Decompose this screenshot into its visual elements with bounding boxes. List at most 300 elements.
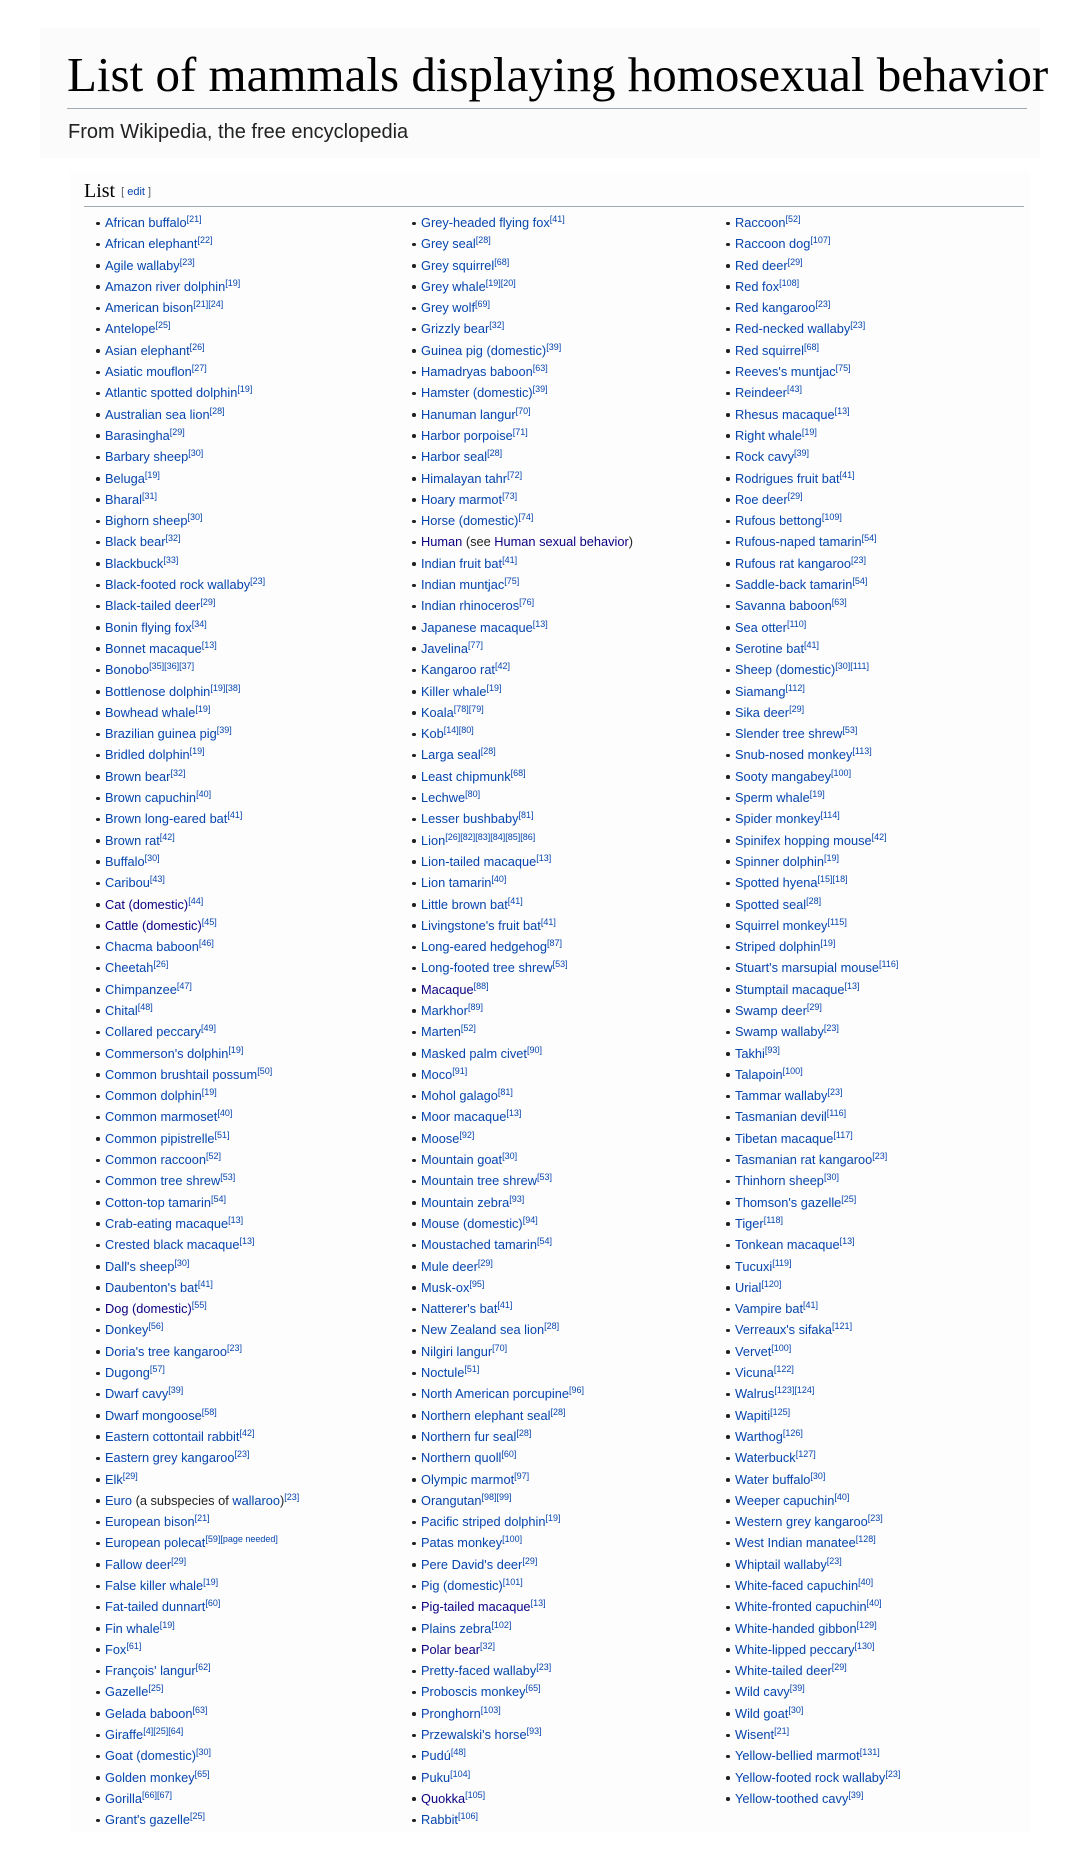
citation-link[interactable]: [23] <box>815 299 831 310</box>
mammal-link[interactable]: Caribou <box>105 875 150 891</box>
citation-link[interactable]: [19] <box>201 1087 217 1098</box>
mammal-link[interactable]: Vervet <box>735 1343 772 1359</box>
citation-link[interactable]: [41] <box>839 469 855 480</box>
citation-link[interactable]: [26] <box>189 341 205 352</box>
mammal-link[interactable]: Guinea pig (domestic) <box>421 342 547 358</box>
citation-link[interactable]: [25] <box>148 1683 164 1694</box>
mammal-link[interactable]: Chimpanzee <box>105 981 177 997</box>
mammal-link[interactable]: Asian elephant <box>105 342 190 358</box>
mammal-link[interactable]: Stuart's marsupial mouse <box>735 960 879 976</box>
mammal-link[interactable]: White-faced capuchin <box>735 1578 859 1593</box>
mammal-link[interactable]: Indian fruit bat <box>421 555 503 571</box>
mammal-link[interactable]: Dwarf mongoose <box>105 1407 202 1423</box>
citation-link[interactable]: [13] <box>530 1598 546 1609</box>
mammal-link[interactable]: Plains zebra <box>421 1620 492 1636</box>
citation-link[interactable]: [53] <box>552 959 568 970</box>
citation-link[interactable]: [34] <box>191 618 207 629</box>
citation-link[interactable]: [29] <box>787 256 803 267</box>
mammal-link[interactable]: Hamster (domestic) <box>421 385 533 401</box>
citation-link[interactable]: [19] <box>823 852 839 863</box>
citation-link[interactable]: [116] <box>878 959 899 970</box>
citation-link[interactable]: [120] <box>761 1278 782 1289</box>
mammal-link[interactable]: Savanna baboon <box>735 598 832 614</box>
citation-link[interactable]: [70] <box>515 405 531 416</box>
mammal-link[interactable]: Brazilian guinea pig <box>105 726 217 742</box>
mammal-link[interactable]: Lion-tailed macaque <box>421 853 537 869</box>
citation-link[interactable]: [54] <box>861 533 877 544</box>
mammal-link[interactable]: Rock cavy <box>735 449 795 465</box>
citation-link[interactable]: [25] <box>189 1811 205 1822</box>
citation-link[interactable]: [47] <box>176 980 192 991</box>
citation-link[interactable]: [19] <box>203 1577 219 1587</box>
mammal-link[interactable]: Grey seal <box>421 236 476 252</box>
mammal-link[interactable]: Tasmanian rat kangaroo <box>735 1152 873 1168</box>
mammal-link[interactable]: Collared peccary <box>105 1024 202 1040</box>
mammal-link[interactable]: Atlantic spotted dolphin <box>105 385 238 401</box>
citation-link[interactable]: [19] <box>195 703 211 714</box>
citation-link[interactable]: [93] <box>509 1193 525 1204</box>
mammal-link[interactable]: Hamadryas baboon <box>421 364 533 380</box>
mammal-link[interactable]: Proboscis monkey <box>421 1684 526 1700</box>
mammal-link[interactable]: Common tree shrew <box>105 1173 221 1189</box>
mammal-link[interactable]: Cat (domestic) <box>105 896 189 912</box>
mammal-link[interactable]: Gorilla <box>105 1790 142 1806</box>
citation-link[interactable]: [23] <box>284 1491 300 1502</box>
mammal-link[interactable]: Commerson's dolphin <box>105 1045 229 1061</box>
citation-link[interactable]: [81] <box>518 810 534 821</box>
citation-link[interactable]: [23] <box>827 1087 843 1098</box>
mammal-link[interactable]: White-handed gibbon <box>735 1620 857 1636</box>
mammal-link[interactable]: Orangutan <box>421 1492 482 1508</box>
citation-link[interactable]: [40] <box>858 1577 874 1587</box>
citation-link[interactable]: [54] <box>536 1236 552 1247</box>
mammal-link[interactable]: Little brown bat <box>421 896 508 912</box>
mammal-link[interactable]: Polar bear <box>421 1641 481 1657</box>
citation-link[interactable]: [23] <box>872 1151 888 1162</box>
mammal-link[interactable]: Dog (domestic) <box>105 1301 192 1317</box>
mammal-link[interactable]: Bonobo <box>105 662 150 678</box>
citation-link[interactable]: [19] <box>820 938 836 949</box>
citation-link[interactable]: [19] <box>144 469 160 480</box>
citation-link[interactable]: [66][67] <box>141 1789 173 1800</box>
mammal-link[interactable]: Thomson's gazelle <box>735 1194 842 1210</box>
mammal-link[interactable]: Common marmoset <box>105 1109 218 1125</box>
mammal-link[interactable]: Squirrel monkey <box>735 917 828 933</box>
mammal-link[interactable]: Spider monkey <box>735 811 821 827</box>
mammal-link[interactable]: Hoary marmot <box>421 491 503 507</box>
mammal-link[interactable]: Indian rhinoceros <box>421 598 520 614</box>
citation-link[interactable]: [40] <box>491 874 507 885</box>
citation-link[interactable]: [92] <box>459 1129 475 1140</box>
mammal-link[interactable]: Grey wolf <box>421 300 476 316</box>
citation-link[interactable]: [41] <box>502 554 518 565</box>
citation-link[interactable]: [51] <box>214 1129 230 1140</box>
citation-link[interactable]: [42] <box>239 1427 255 1438</box>
citation-link[interactable]: [75] <box>835 363 851 374</box>
mammal-link[interactable]: Brown capuchin <box>105 790 197 806</box>
mammal-link[interactable]: European bison <box>105 1514 195 1530</box>
citation-link[interactable]: [32] <box>170 767 186 778</box>
mammal-link[interactable]: Fox <box>105 1641 127 1657</box>
mammal-link[interactable]: Mohol galago <box>421 1088 498 1104</box>
citation-link[interactable]: [40] <box>217 1108 233 1119</box>
citation-link[interactable]: [39] <box>532 384 548 395</box>
mammal-link[interactable]: Chital <box>105 1002 138 1018</box>
citation-link[interactable]: [45] <box>201 916 217 927</box>
mammal-link[interactable]: Lion tamarin <box>421 875 492 891</box>
mammal-link[interactable]: Red squirrel <box>735 342 804 358</box>
citation-link[interactable]: [91] <box>452 1065 468 1076</box>
citation-link[interactable]: [28] <box>550 1406 566 1417</box>
mammal-link[interactable]: Tasmanian devil <box>735 1109 827 1125</box>
citation-link[interactable]: [100] <box>831 767 852 778</box>
citation-link[interactable]: [61] <box>126 1640 142 1651</box>
citation-link[interactable]: [23] <box>250 576 266 587</box>
mammal-link[interactable]: Tucuxi <box>735 1258 773 1274</box>
citation-link[interactable]: [23] <box>234 1449 250 1460</box>
citation-link[interactable]: [71] <box>512 426 528 437</box>
citation-link[interactable]: [29] <box>522 1555 538 1566</box>
mammal-link[interactable]: Killer whale <box>421 683 487 699</box>
mammal-link[interactable]: False killer whale <box>105 1578 204 1593</box>
citation-link[interactable]: [13] <box>839 1236 855 1247</box>
mammal-link[interactable]: Rufous-naped tamarin <box>735 534 862 550</box>
citation-link[interactable]: [53] <box>842 725 858 736</box>
mammal-link[interactable]: Black-tailed deer <box>105 598 201 614</box>
mammal-link[interactable]: Wild goat <box>735 1705 789 1721</box>
citation-link[interactable]: [65] <box>194 1768 210 1779</box>
mammal-link[interactable]: Red-necked wallaby <box>735 321 851 337</box>
mammal-link[interactable]: Japanese macaque <box>421 619 533 635</box>
citation-link[interactable]: [109] <box>821 512 842 523</box>
mammal-link[interactable]: Javelina <box>421 640 468 656</box>
citation-link[interactable]: [53] <box>220 1172 236 1183</box>
mammal-link[interactable]: Yellow-bellied marmot <box>735 1748 860 1764</box>
citation-link[interactable]: [131] <box>859 1747 880 1758</box>
citation-link[interactable]: [23] <box>867 1513 883 1524</box>
citation-link[interactable]: [13] <box>239 1236 255 1247</box>
mammal-link[interactable]: Grey-headed flying fox <box>421 215 550 230</box>
mammal-link[interactable]: Gelada baboon <box>105 1705 193 1721</box>
mammal-link[interactable]: Larga seal <box>421 747 481 763</box>
mammal-link[interactable]: Goat (domestic) <box>105 1748 197 1764</box>
citation-link[interactable]: [28] <box>475 235 491 246</box>
mammal-link[interactable]: Lion <box>421 832 446 848</box>
citation-link[interactable]: [100] <box>771 1342 792 1353</box>
mammal-link[interactable]: Tiger <box>735 1215 764 1231</box>
mammal-link[interactable]: Eastern cottontail rabbit <box>105 1428 240 1444</box>
mammal-link[interactable]: Northern quoll <box>421 1450 502 1466</box>
mammal-link[interactable]: Cheetah <box>105 960 154 976</box>
mammal-link[interactable]: Pig (domestic) <box>421 1578 503 1593</box>
mammal-link[interactable]: Livingstone's fruit bat <box>421 917 541 933</box>
citation-link[interactable]: [30] <box>788 1704 804 1715</box>
mammal-link[interactable]: Common pipistrelle <box>105 1130 215 1146</box>
mammal-link[interactable]: Natterer's bat <box>421 1301 498 1317</box>
citation-link[interactable]: [113] <box>852 746 872 757</box>
citation-link[interactable]: [30][111] <box>835 661 869 672</box>
citation-link[interactable]: [108] <box>779 277 800 288</box>
mammal-link[interactable]: Bonin flying fox <box>105 619 192 635</box>
citation-link[interactable]: [4][25][64] <box>143 1726 184 1737</box>
citation-link[interactable]: [19] <box>809 789 825 800</box>
citation-link[interactable]: [39] <box>789 1683 805 1694</box>
mammal-link[interactable]: Raccoon <box>735 215 786 230</box>
citation-link[interactable]: [43] <box>786 384 802 395</box>
citation-link[interactable]: [98][99] <box>481 1491 512 1502</box>
citation-link[interactable]: [29] <box>789 703 805 714</box>
mammal-link[interactable]: White-fronted capuchin <box>735 1599 867 1615</box>
citation-link[interactable]: [77] <box>467 639 483 650</box>
mammal-link[interactable]: Wild cavy <box>735 1684 790 1700</box>
mammal-link[interactable]: Black bear <box>105 534 166 550</box>
citation-link[interactable]: [26] <box>153 959 169 970</box>
mammal-link[interactable]: Chacma baboon <box>105 939 199 955</box>
mammal-link[interactable]: Grey whale <box>421 278 486 294</box>
mammal-link[interactable]: Olympic marmot <box>421 1471 515 1487</box>
mammal-link[interactable]: New Zealand sea lion <box>421 1322 545 1338</box>
citation-link[interactable]: [128] <box>855 1534 876 1545</box>
mammal-link[interactable]: Grey squirrel <box>421 257 495 273</box>
mammal-link[interactable]: Snub-nosed monkey <box>735 747 853 763</box>
mammal-link[interactable]: Grant's gazelle <box>105 1812 190 1828</box>
citation-link[interactable]: [42] <box>871 831 887 842</box>
mammal-link[interactable]: Striped dolphin <box>735 939 821 955</box>
citation-link[interactable]: [114] <box>820 810 840 821</box>
citation-link[interactable]: [30] <box>502 1151 518 1162</box>
citation-link[interactable]: [19] <box>237 384 253 395</box>
citation-link[interactable]: [28] <box>487 448 503 459</box>
mammal-link[interactable]: Spotted seal <box>735 896 807 912</box>
citation-link[interactable]: [41] <box>540 916 556 927</box>
edit-label[interactable]: edit <box>127 186 145 198</box>
mammal-link[interactable]: Tonkean macaque <box>735 1237 840 1253</box>
mammal-link[interactable]: Human <box>421 534 463 550</box>
citation-link[interactable]: [39] <box>546 341 562 352</box>
citation-link[interactable]: [29] <box>171 1555 187 1566</box>
citation-link[interactable]: [127] <box>795 1449 816 1460</box>
citation-link[interactable]: [30] <box>174 1257 190 1268</box>
citation-link[interactable]: [32] <box>165 533 181 544</box>
citation-link[interactable]: [107] <box>810 235 831 246</box>
citation-link[interactable]: [55] <box>191 1300 207 1311</box>
citation-link[interactable]: [39] <box>848 1789 864 1800</box>
mammal-link[interactable]: Moor macaque <box>421 1109 507 1125</box>
mammal-link[interactable]: Moose <box>421 1130 460 1146</box>
mammal-link[interactable]: Bottlenose dolphin <box>105 683 211 699</box>
citation-link[interactable]: [40] <box>834 1491 850 1502</box>
citation-link[interactable]: [125] <box>770 1406 791 1417</box>
citation-link[interactable]: [93] <box>526 1726 542 1737</box>
mammal-link[interactable]: Doria's tree kangaroo <box>105 1343 227 1359</box>
mammal-link[interactable]: Rabbit <box>421 1812 458 1828</box>
citation-link[interactable]: [102] <box>491 1619 512 1630</box>
citation-link[interactable]: [101] <box>502 1577 523 1587</box>
mammal-link[interactable]: Stumptail macaque <box>735 981 845 997</box>
mammal-link[interactable]: Bonnet macaque <box>105 640 202 656</box>
citation-link[interactable]: [13] <box>834 405 850 416</box>
mammal-link[interactable]: Asiatic mouflon <box>105 364 192 380</box>
citation-link[interactable]: [27] <box>191 363 207 374</box>
mammal-link[interactable]: North American porcupine <box>421 1386 569 1402</box>
citation-link[interactable]: [51] <box>464 1364 480 1375</box>
mammal-link[interactable]: Bowhead whale <box>105 704 196 720</box>
mammal-link[interactable]: Koala <box>421 704 454 720</box>
citation-link[interactable]: [106] <box>458 1811 479 1822</box>
mammal-link[interactable]: Rufous bettong <box>735 513 822 529</box>
mammal-link[interactable]: Markhor <box>421 1002 468 1018</box>
citation-link[interactable]: [29] <box>787 490 803 501</box>
mammal-link[interactable]: Mountain goat <box>421 1152 503 1168</box>
mammal-link[interactable]: Brown long-eared bat <box>105 811 228 827</box>
citation-link[interactable]: [59][page needed] <box>205 1534 278 1545</box>
citation-link[interactable]: [126] <box>782 1427 803 1438</box>
mammal-link[interactable]: Euro <box>105 1492 133 1508</box>
citation-link[interactable]: [21] <box>186 214 202 224</box>
citation-link[interactable]: [30] <box>144 852 160 863</box>
citation-link[interactable]: [72] <box>507 469 523 480</box>
citation-link[interactable]: [90] <box>526 1044 542 1055</box>
citation-link[interactable]: [28] <box>480 746 496 757</box>
citation-link[interactable]: [75] <box>504 576 520 587</box>
mammal-link[interactable]: Amazon river dolphin <box>105 278 226 294</box>
citation-link[interactable]: [54] <box>852 576 868 587</box>
mammal-link[interactable]: Cattle (domestic) <box>105 917 202 933</box>
mammal-link[interactable]: Masked palm civet <box>421 1045 527 1061</box>
mammal-link[interactable]: Rhesus macaque <box>735 406 835 422</box>
citation-link[interactable]: [30] <box>187 512 203 523</box>
citation-link[interactable]: [13] <box>844 980 860 991</box>
mammal-link[interactable]: Antelope <box>105 321 156 337</box>
mammal-link[interactable]: Eastern grey kangaroo <box>105 1450 235 1466</box>
mammal-link[interactable]: Quokka <box>421 1790 466 1806</box>
citation-link[interactable]: [46] <box>198 938 214 949</box>
mammal-link[interactable]: Pretty-faced wallaby <box>421 1663 537 1679</box>
citation-link[interactable]: [73] <box>502 490 518 501</box>
citation-link[interactable]: [41] <box>197 1278 213 1289</box>
citation-link[interactable]: [19] <box>545 1513 561 1524</box>
mammal-link[interactable]: Talapoin <box>735 1066 783 1082</box>
citation-link[interactable]: [57] <box>149 1364 165 1375</box>
citation-link[interactable]: [21][24] <box>193 299 224 310</box>
citation-link[interactable]: [68] <box>494 256 510 267</box>
citation-link[interactable]: [95] <box>469 1278 485 1289</box>
mammal-link[interactable]: Bridled dolphin <box>105 747 190 763</box>
citation-link[interactable]: [23] <box>885 1768 901 1779</box>
mammal-link[interactable]: Mountain tree shrew <box>421 1173 537 1189</box>
mammal-link[interactable]: Yellow-toothed cavy <box>735 1790 849 1806</box>
mammal-link[interactable]: Rodrigues fruit bat <box>735 470 840 486</box>
citation-link[interactable]: [65] <box>525 1683 541 1694</box>
mammal-link[interactable]: Slender tree shrew <box>735 726 843 742</box>
mammal-link[interactable]: African buffalo <box>105 215 187 230</box>
mammal-link[interactable]: Western grey kangaroo <box>735 1514 868 1530</box>
mammal-link[interactable]: Pudú <box>421 1748 451 1764</box>
mammal-link[interactable]: Red fox <box>735 278 780 294</box>
citation-link[interactable]: [87] <box>546 938 562 949</box>
citation-link[interactable]: [28] <box>209 405 225 416</box>
citation-link[interactable]: [30] <box>810 1470 826 1481</box>
mammal-link[interactable]: Sea otter <box>735 619 787 635</box>
citation-link[interactable]: [56] <box>148 1321 164 1332</box>
citation-link[interactable]: [26][82][83][84][85][86] <box>445 831 536 842</box>
mammal-link[interactable]: Long-footed tree shrew <box>421 960 553 976</box>
mammal-link[interactable]: Pacific striped dolphin <box>421 1514 546 1530</box>
mammal-link[interactable]: Nilgiri langur <box>421 1343 493 1359</box>
mammal-link[interactable]: Brown bear <box>105 768 171 784</box>
citation-link[interactable]: [22] <box>197 235 213 246</box>
citation-link[interactable]: [78][79] <box>453 703 484 714</box>
citation-link[interactable]: [74] <box>518 512 534 523</box>
citation-link[interactable]: [28] <box>544 1321 560 1332</box>
mammal-link[interactable]: Whiptail wallaby <box>735 1556 827 1572</box>
mammal-link[interactable]: Common dolphin <box>105 1088 202 1104</box>
citation-link[interactable]: [29] <box>806 1001 822 1012</box>
citation-link[interactable]: [41] <box>497 1300 513 1311</box>
mammal-link[interactable]: Musk-ox <box>421 1279 470 1295</box>
citation-link[interactable]: [129] <box>856 1619 877 1630</box>
citation-link[interactable]: [110] <box>786 618 807 629</box>
mammal-link[interactable]: Sperm whale <box>735 790 810 806</box>
citation-link[interactable]: [19] <box>189 746 205 757</box>
citation-link[interactable]: [52] <box>460 1023 476 1034</box>
mammal-link[interactable]: Rufous rat kangaroo <box>735 555 851 571</box>
citation-link[interactable]: [93] <box>764 1044 780 1055</box>
mammal-link[interactable]: Przewalski's horse <box>421 1727 527 1743</box>
mammal-link[interactable]: Barbary sheep <box>105 449 189 465</box>
mammal-link[interactable]: Crested black macaque <box>105 1237 240 1253</box>
citation-link[interactable]: [121] <box>832 1321 853 1332</box>
mammal-link[interactable]: Fat-tailed dunnart <box>105 1599 206 1615</box>
mammal-link[interactable]: Lesser bushbaby <box>421 811 519 827</box>
mammal-link[interactable]: François' langur <box>105 1663 196 1679</box>
citation-link[interactable]: [100] <box>782 1065 803 1076</box>
mammal-link[interactable]: Red deer <box>735 257 788 273</box>
citation-link[interactable]: [41] <box>803 1300 819 1311</box>
mammal-link[interactable]: Moustached tamarin <box>421 1237 537 1253</box>
mammal-link[interactable]: Saddle-back tamarin <box>735 577 853 593</box>
citation-link[interactable]: [60] <box>501 1449 517 1460</box>
citation-link[interactable]: [63] <box>192 1704 208 1715</box>
mammal-link[interactable]: Pronghorn <box>421 1705 481 1721</box>
mammal-link[interactable]: Siamang <box>735 683 786 699</box>
mammal-link[interactable]: Spotted hyena <box>735 875 818 891</box>
citation-link[interactable]: [35][36][37] <box>149 661 195 672</box>
citation-link[interactable]: [23] <box>179 256 195 267</box>
citation-link[interactable]: [31] <box>142 490 158 501</box>
citation-link[interactable]: [53] <box>536 1172 552 1183</box>
mammal-link[interactable]: Spinifex hopping mouse <box>735 832 872 848</box>
mammal-link[interactable]: Long-eared hedgehog <box>421 939 547 955</box>
mammal-link[interactable]: Northern fur seal <box>421 1428 517 1444</box>
mammal-link[interactable]: Sika deer <box>735 704 790 720</box>
citation-link[interactable]: [13] <box>506 1108 522 1119</box>
mammal-link[interactable]: Common raccoon <box>105 1152 206 1168</box>
mammal-link[interactable]: Mule deer <box>421 1258 478 1274</box>
mammal-link[interactable]: Hanuman langur <box>421 406 516 422</box>
mammal-link[interactable]: Walrus <box>735 1386 775 1402</box>
mammal-link[interactable]: Cotton-top tamarin <box>105 1194 211 1210</box>
citation-link[interactable]: [23] <box>536 1662 552 1673</box>
citation-link[interactable]: [88] <box>473 980 489 991</box>
citation-link[interactable]: [13] <box>228 1214 244 1225</box>
mammal-link[interactable]: European polecat <box>105 1535 206 1551</box>
citation-link[interactable]: [105] <box>465 1789 486 1800</box>
citation-link[interactable]: [33] <box>163 554 179 565</box>
citation-link[interactable]: [21] <box>774 1726 790 1737</box>
citation-link[interactable]: [39] <box>794 448 810 459</box>
citation-link[interactable]: [116] <box>826 1108 847 1119</box>
